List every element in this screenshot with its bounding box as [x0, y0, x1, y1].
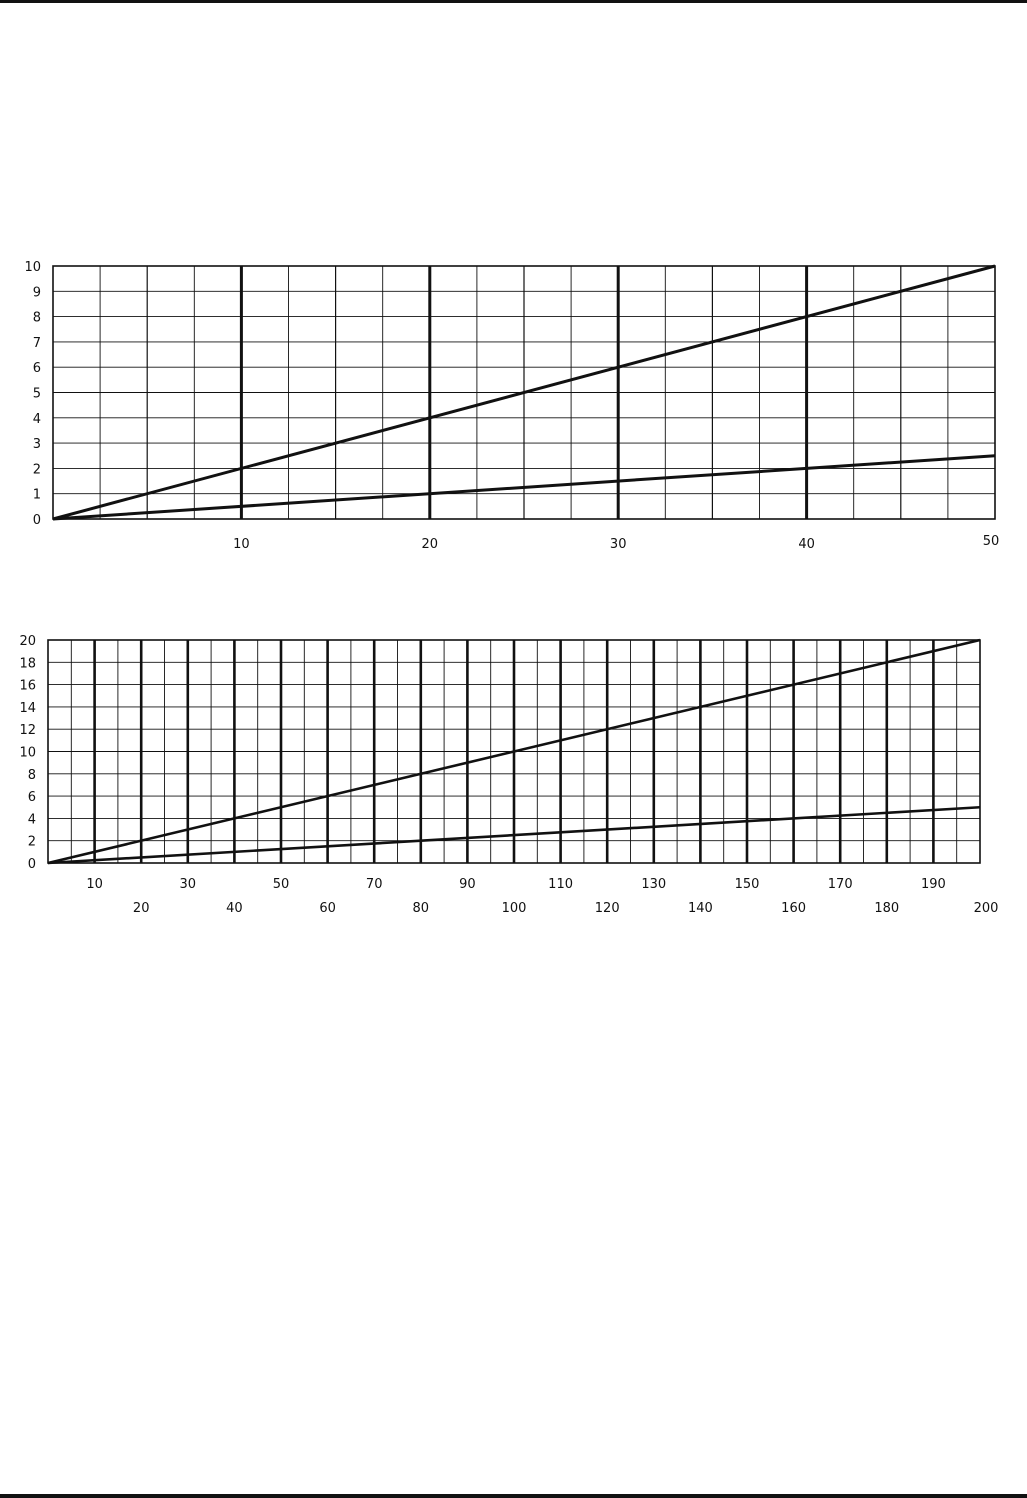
y-tick-label: 16	[19, 678, 36, 694]
x-tick-label-row1: 90	[459, 877, 476, 892]
x-tick-label: 40	[798, 537, 815, 552]
x-tick-label-row2: 160	[781, 901, 807, 916]
chart-lower	[0, 620, 1027, 920]
x-tick-label-row1: 10	[86, 877, 103, 892]
y-tick-label: 1	[32, 487, 41, 503]
x-tick-label-row2: 100	[501, 901, 527, 916]
x-tick-label-row1: 70	[365, 877, 383, 892]
y-tick-label: 8	[27, 767, 36, 783]
y-tick-label: 0	[27, 857, 36, 872]
y-tick-label: 18	[19, 656, 36, 672]
x-tick-label-row1: 50	[272, 877, 290, 892]
bottom-rule	[0, 1494, 1027, 1498]
y-tick-label: 6	[27, 790, 36, 806]
y-tick-label: 3	[32, 437, 41, 453]
y-tick-label: 20	[19, 634, 36, 649]
x-tick-label-row1: 150	[734, 877, 760, 892]
x-tick-label-row2: 40	[226, 901, 243, 916]
chart-upper	[0, 245, 1027, 565]
y-tick-label: 7	[32, 335, 41, 351]
y-tick-label: 8	[32, 310, 41, 326]
x-tick-label-row1: 130	[641, 877, 667, 892]
x-tick-label-row2: 80	[412, 901, 430, 916]
x-tick-label: 30	[609, 537, 627, 552]
y-tick-label: 12	[19, 723, 36, 739]
y-tick-label: 5	[32, 386, 41, 402]
x-tick-label: 10	[233, 537, 250, 552]
x-tick-label-row2: 60	[319, 901, 336, 916]
y-tick-label: 2	[27, 834, 36, 850]
y-tick-label: 0	[32, 513, 41, 528]
x-tick-label: 50	[982, 534, 1000, 549]
x-tick-label-row1: 170	[827, 877, 853, 892]
x-tick-label-row2: 20	[132, 901, 150, 916]
y-tick-label: 14	[19, 700, 36, 716]
x-tick-label: 20	[421, 537, 439, 552]
y-tick-label: 10	[19, 745, 36, 761]
x-tick-label-row2: 180	[874, 901, 900, 916]
x-tick-label-row2: 140	[687, 901, 713, 916]
x-tick-label-row1: 110	[548, 877, 574, 892]
y-tick-label: 6	[32, 361, 41, 377]
x-tick-label-row2: 200	[973, 901, 999, 916]
x-tick-label-row2: 120	[594, 901, 620, 916]
x-tick-label-row1: 190	[920, 877, 946, 892]
top-rule	[0, 0, 1027, 3]
y-tick-label: 9	[32, 285, 41, 301]
y-tick-label: 4	[27, 812, 36, 828]
y-tick-label: 2	[32, 462, 41, 478]
y-tick-label: 10	[24, 260, 41, 275]
x-tick-label-row1: 30	[179, 877, 197, 892]
y-tick-label: 4	[32, 411, 41, 427]
